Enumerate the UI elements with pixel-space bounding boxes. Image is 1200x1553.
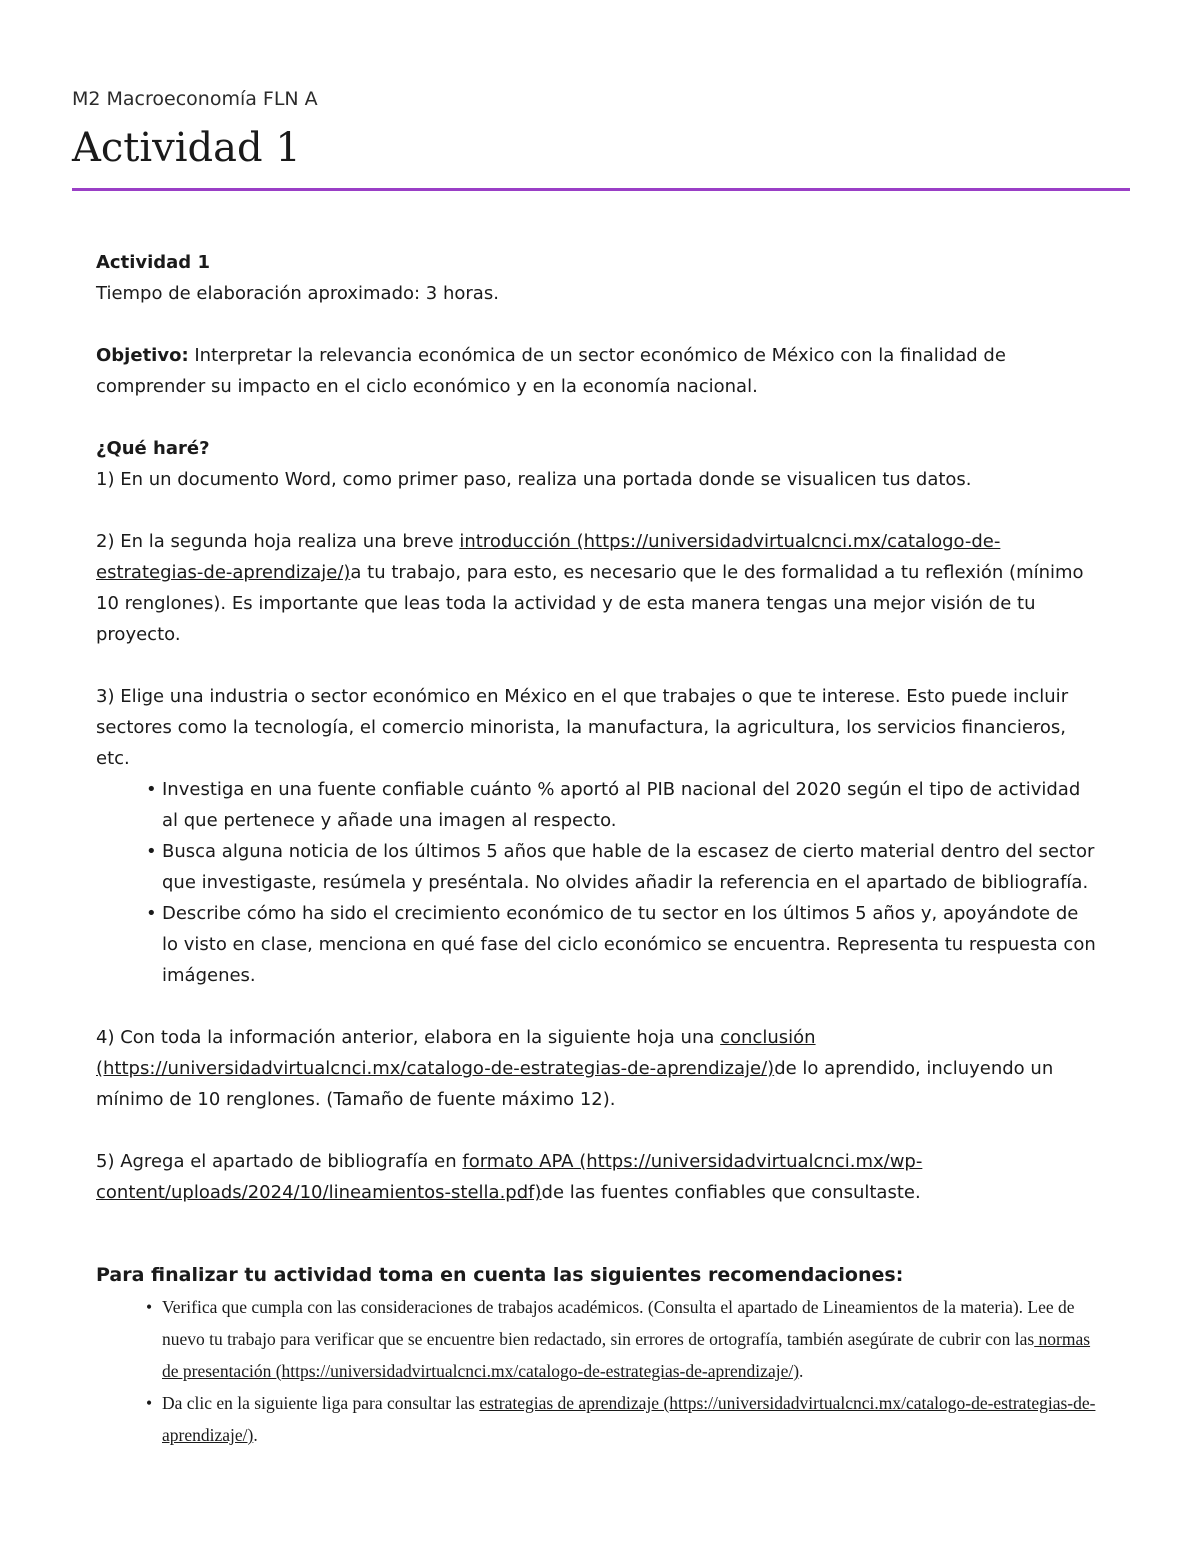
step-3: 3) Elige una industria o sector económico en México en el que trabajes o que te interese. Esto puede incluir sectores como la tecnología, el comercio minorista, la manufactura, la agricultura, los servicios financieros, etc.: [96, 686, 1069, 769]
spacer: [96, 650, 1096, 681]
spacer: [96, 1115, 1096, 1146]
bullet-icon: •: [146, 1297, 153, 1317]
spacer: [96, 495, 1096, 526]
objective-text: Interpretar la relevancia económica de un sector económico de México con la finalidad de comprender su impacto en el ciclo económico y en la economía nacional.: [96, 345, 1006, 397]
step-2-text: 2) En la segunda hoja realiza una breve: [96, 531, 460, 552]
list-item: [146, 836, 1096, 898]
formato-apa-link[interactable]: formato APA (https://universidadvirtualcnci.mx/wp-content/uploads/2024/10/lineamientos-stella.pdf): [96, 1151, 923, 1203]
elaboration-time: Tiempo de elaboración aproximado: 3 horas.: [96, 283, 499, 304]
what-heading: ¿Qué haré?: [96, 438, 210, 459]
activity-content: [96, 247, 1096, 1451]
title-divider: [72, 188, 1130, 191]
bullet-icon: •: [146, 903, 157, 924]
step-4-text: 4) Con toda la información anterior, elabora en la siguiente hoja una: [96, 1027, 721, 1048]
normas-presentacion-link[interactable]: normas de presentación (https://universidadvirtualcnci.mx/catalogo-de-estrategias-de-aprendizaje/): [162, 1329, 1091, 1381]
step-5-text: 5) Agrega el apartado de bibliografía en: [96, 1151, 463, 1172]
page-title: Actividad 1: [72, 125, 301, 171]
bullet-icon: •: [146, 1393, 153, 1413]
bullet-text: Investiga en una fuente confiable cuánto % aportó al PIB nacional del 2020 según el tipo de actividad al que pertenece y añade una imagen al respecto.: [162, 779, 1081, 831]
spacer: [96, 309, 1096, 340]
bullet-icon: •: [146, 779, 157, 800]
spacer: [96, 1208, 1096, 1260]
course-label: M2 Macroeconomía FLN A: [72, 88, 318, 110]
objective-paragraph: [96, 340, 1096, 402]
recommendations-list: [96, 1291, 1096, 1451]
bullet-icon: •: [146, 841, 157, 862]
step-1: 1) En un documento Word, como primer paso, realiza una portada donde se visualicen tus datos.: [96, 469, 972, 490]
step-2-rest: a tu trabajo, para esto, es necesario que le des formalidad a tu reflexión (mínimo 10 renglones). Es importante que leas toda la actividad y de esta manera tengas una mejor visión de tu proyecto.: [96, 562, 1084, 645]
conclusion-link[interactable]: conclusión (https://universidadvirtualcnci.mx/catalogo-de-estrategias-de-aprendizaje/): [96, 1027, 816, 1079]
introduccion-link[interactable]: introducción (https://universidadvirtualcnci.mx/catalogo-de-estrategias-de-aprendizaje/): [96, 531, 1001, 583]
page-header: [72, 86, 1130, 191]
list-item: [146, 898, 1096, 991]
step-4-rest: de lo aprendido, incluyendo un mínimo de 10 renglones. (Tamaño de fuente máximo 12).: [96, 1058, 1054, 1110]
step-4: [96, 1022, 1096, 1115]
step-5-rest: de las fuentes confiables que consultaste.: [541, 1182, 921, 1203]
step-5: [96, 1146, 1096, 1208]
estrategias-aprendizaje-link[interactable]: estrategias de aprendizaje (https://universidadvirtualcnci.mx/catalogo-de-estrategias-de-aprendizaje/): [162, 1393, 1096, 1445]
recommendations-heading: Para finalizar tu actividad toma en cuenta las siguientes recomendaciones:: [96, 1264, 904, 1286]
spacer: [96, 402, 1096, 433]
activity-heading: Actividad 1: [96, 252, 210, 273]
list-item: [146, 774, 1096, 836]
recommendation-end: .: [253, 1425, 258, 1445]
spacer: [96, 991, 1096, 1022]
list-item: [146, 1291, 1096, 1387]
bullet-text: Busca alguna noticia de los últimos 5 años que hable de la escasez de cierto material dentro del sector que investigaste, resúmela y preséntala. No olvides añadir la referencia en el apartado de bibliografía.: [162, 841, 1095, 893]
step-2: [96, 526, 1096, 650]
step-3-bullet-list: [96, 774, 1096, 991]
list-item: [146, 1387, 1096, 1451]
recommendation-text: Da clic en la siguiente liga para consultar las: [162, 1393, 480, 1413]
objective-label: Objetivo:: [96, 345, 189, 366]
recommendation-end: .: [799, 1361, 804, 1381]
bullet-text: Describe cómo ha sido el crecimiento económico de tu sector en los últimos 5 años y, apoyándote de lo visto en clase, menciona en qué fase del ciclo económico se encuentra. Representa tu respuesta con imágenes.: [162, 903, 1096, 986]
recommendation-text: Verifica que cumpla con las consideraciones de trabajos académicos. (Consulta el apartado de Lineamientos de la materia). Lee de nuevo tu trabajo para verificar que se encuentre bien redactado, sin errores de ortografía, también asegúrate de cubrir con las: [162, 1297, 1075, 1349]
